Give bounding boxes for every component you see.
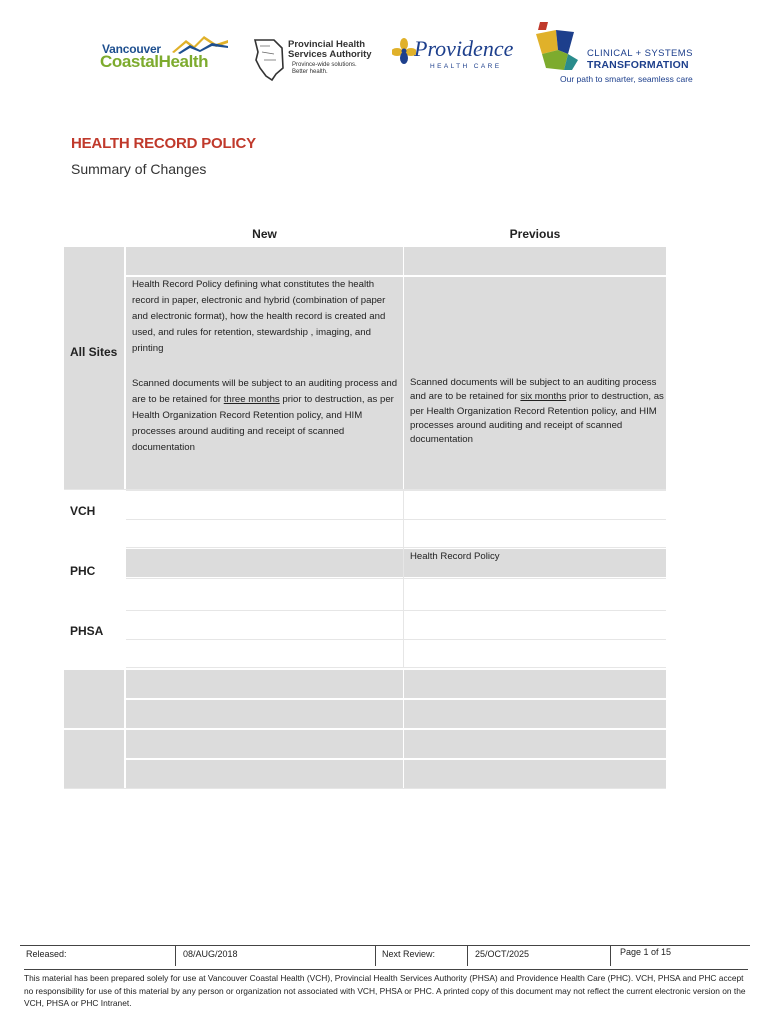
blank-previous-row-4 <box>404 760 666 788</box>
page-number: Page 1 of 15 <box>620 947 672 957</box>
phsa-logo-tagline-line2: Better health. <box>292 69 328 75</box>
all-sites-new-scanned-text-end: prior to destruction, as per Health Organization Record Retention policy, and HIM processes around auditing and receipt of scanned documentation <box>132 394 394 453</box>
released-label: Released: <box>26 949 67 959</box>
footer-divider <box>175 946 176 966</box>
phsa-logo <box>252 38 372 86</box>
document-title: HEALTH RECORD POLICY <box>71 135 256 152</box>
site-cell-all-sites <box>64 247 124 489</box>
site-cell-blank-2 <box>64 730 124 788</box>
site-label-phsa: PHSA <box>70 624 104 638</box>
all-sites-previous-retention-period: six months <box>520 391 567 403</box>
divider <box>126 639 666 640</box>
vch-logo-line1: Vancouver <box>102 42 161 56</box>
divider <box>64 489 666 490</box>
blank-new-row-3 <box>126 730 403 758</box>
vch-logo <box>100 32 230 74</box>
divider <box>126 519 666 520</box>
all-sites-previous-scanned-text: Scanned documents will be subject to an auditing process and are to be retained for <box>410 377 657 403</box>
released-date: 08/AUG/2018 <box>183 949 238 959</box>
providence-logo-sub: HEALTH CARE <box>430 63 502 70</box>
all-sites-new-scanned <box>132 376 400 456</box>
blank-new-row-2 <box>126 700 403 728</box>
footer-divider <box>467 946 468 966</box>
phsa-logo-name-line2: Services Authority <box>288 49 372 60</box>
vch-logo-coastal: Coastal <box>100 52 159 71</box>
phsa-logo-tagline <box>292 62 357 76</box>
phsa-logo-name <box>288 40 372 60</box>
vch-logo-health: Health <box>158 52 209 71</box>
all-sites-new-scanned-text: Scanned documents will be subject to an auditing process and are to be retained for <box>132 378 398 405</box>
blank-previous-row-1 <box>404 670 666 698</box>
column-header-previous: Previous <box>509 227 561 241</box>
all-sites-previous-row-1 <box>404 247 666 275</box>
phc-previous-text: Health Record Policy <box>410 551 500 562</box>
dogwood-flower-icon <box>392 38 416 64</box>
site-label-phc: PHC <box>70 564 96 578</box>
site-cell-blank-1 <box>64 670 124 728</box>
footer-disclaimer: This material has been prepared solely for use at Vancouver Coastal Health (VCH), Provincial Health Services Authority (PHSA) and Providence Health Care (PHC). VCH, PHSA and PHC accept no responsibility for use of this material by any person or organization not associated with VCH, PHSA or PHC. A printed copy of this document may not reflect the current electronic version on the VCH, PHSA or PHC Intranet. <box>24 969 748 1010</box>
footer-divider <box>610 946 611 966</box>
column-header-new: New <box>252 227 277 241</box>
vch-logo-line2 <box>100 52 208 72</box>
site-label-vch: VCH <box>70 504 96 518</box>
footer-meta-row <box>20 945 750 965</box>
document-subtitle: Summary of Changes <box>71 161 207 177</box>
phsa-logo-name-line1: Provincial Health <box>288 39 366 50</box>
all-sites-previous-scanned-text-end: prior to destruction, as per Health Organization Record Retention policy, and HIM processes around auditing and receipt of scanned documentation <box>410 391 664 446</box>
footer-divider <box>375 946 376 966</box>
blank-previous-row-3 <box>404 730 666 758</box>
divider <box>126 578 666 579</box>
providence-logo <box>392 34 514 74</box>
all-sites-new-definition: Health Record Policy defining what constitutes the health record in paper, electronic and hybrid (combination of paper and electronic format), how the health record is created and used, and rules for retention, stewardship , imaging, and printing <box>132 279 386 354</box>
cst-logo-tagline: Our path to smarter, seamless care <box>560 74 693 84</box>
cst-logo-line2: TRANSFORMATION <box>587 59 689 71</box>
page-footer <box>20 945 750 1012</box>
providence-logo-name: Providence <box>414 36 514 61</box>
blank-previous-row-2 <box>404 700 666 728</box>
phsa-logo-tagline-line1: Province-wide solutions. <box>292 62 357 68</box>
blank-new-row-4 <box>126 760 403 788</box>
all-sites-new-retention-period: three months <box>223 394 280 405</box>
cst-logo <box>534 20 704 90</box>
mountain-icon <box>172 34 228 54</box>
bc-map-icon <box>252 38 286 82</box>
site-label-all-sites: All Sites <box>70 345 118 359</box>
cst-logo-line1: CLINICAL + SYSTEMS <box>587 48 693 59</box>
divider <box>64 788 666 789</box>
next-review-label: Next Review: <box>382 949 436 959</box>
next-review-date: 25/OCT/2025 <box>475 949 530 959</box>
phc-new-row-1 <box>126 549 403 577</box>
blank-new-row-1 <box>126 670 403 698</box>
all-sites-new-row-1 <box>126 247 403 275</box>
all-sites-previous-scanned <box>410 376 664 447</box>
divider <box>403 490 404 668</box>
cst-mark-icon <box>534 20 582 72</box>
